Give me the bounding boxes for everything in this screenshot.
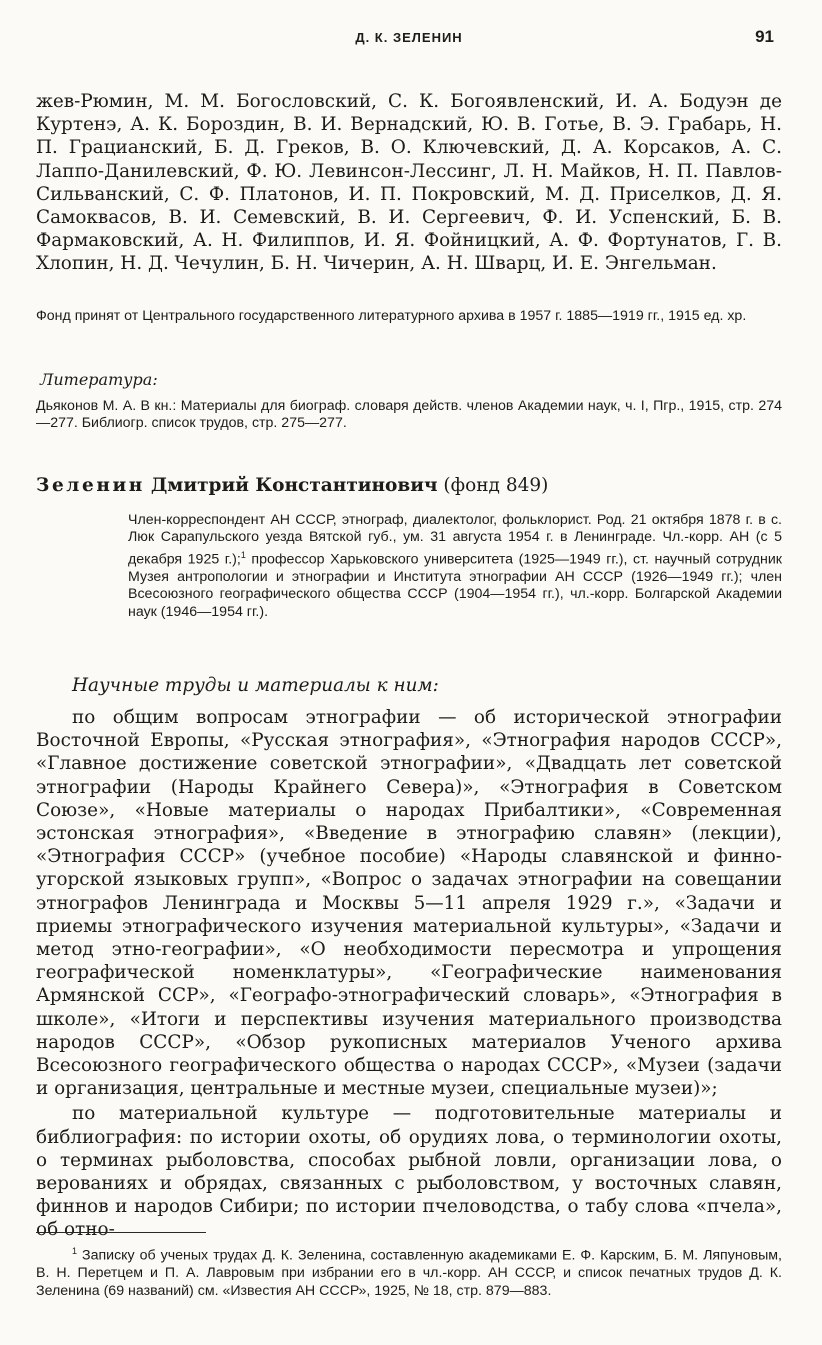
works-paragraph-material: по материальной культуре — подготовительные материалы и библиография: по истории охоты, об орудиях лова, о терминологии охоты, о терминах рыболовства, способах рыбной ловли, организации лова, о верованиях и обрядах, связанных с рыболовством, у восточных славян, финнов и народов Сибири; по истории пчеловодства, о табу слова «пчела», об отно- <box>36 1103 782 1241</box>
biography-block <box>36 512 782 621</box>
literature-heading-block <box>36 368 782 391</box>
biography-part1: Член-корреспондент АН СССР, этнограф, диалектолог, фольклорист. Род. 21 октября 1878 г. в с. Люк Сарапульского уезда Вятской губ., ум. 31 августа 1954 г. в Ленинграде. Чл.-корр. АН (с 5 декабря 1925 г.); <box>128 512 782 568</box>
footnote <box>36 1243 782 1300</box>
names-list: жев-Рюмин, М. М. Богословский, С. К. Богоявленский, И. А. Бодуэн де Куртенэ, А. К. Бороздин, В. И. Вернадский, Ю. В. Готье, В. Э. Грабарь, Н. П. Грацианский, Б. Д. Греков, В. О. Ключевский, Д. А. Корсаков, А. С. Лаппо-Данилевский, Ф. Ю. Левинсон-Лессинг, Л. Н. Майков, Н. П. Павлов-Сильванский, С. Ф. Платонов, И. П. Покровский, М. Д. Приселков, Д. Я. Самоквасов, В. И. Семевский, В. И. Сергеевич, Ф. И. Успенский, Б. В. Фармаковский, А. Н. Филиппов, И. Я. Фойницкий, А. Ф. Фортунатов, Г. В. Хлопин, Н. Д. Чечулин, Б. Н. Чичерин, А. Н. Шварц, И. Е. Энгельман. <box>36 91 782 275</box>
works-heading-block <box>36 674 782 697</box>
running-title: Д. К. ЗЕЛЕНИН <box>355 30 463 45</box>
footnote-ref: 1 <box>240 549 246 560</box>
biography <box>128 512 782 621</box>
works-paragraph-general: по общим вопросам этнографии — об исторической этнографии Восточной Европы, «Русская этнография», «Этнография народов СССР», «Главное достижение советской этнографии», «Двадцать лет советской этнографии (Народы Крайнего Севера)», «Этнография в Советском Союзе», «Новые материалы о народах Прибалтики», «Современная эстонская этнография», «Введение в этнографию славян» (лекции), «Этнография СССР» (учебное пособие) «Народы славянской и финно-угорской языковых групп», «Вопрос о задачах этнографии на совещании этнографов Ленинграда и Москвы 5—11 апреля 1929 г.», «Задачи и приемы этнографического изучения материальной культуры», «Задачи и метод этно-географии», «О необходимости пересмотра и упрощения географической номенклатуры», «Географические наименования Армянской ССР», «Географо-этнографический словарь», «Этнография в школе», «Итоги и перспективы изучения материального производства народов СССР», «Обзор рукописных материалов Ученого архива Всесоюзного географического общества о народах СССР», «Музеи (задачи и организация, центральные и местные музеи, специальные музеи)»; <box>36 707 782 1100</box>
biography-part2: профессор Харьковского университета (1925—1949 гг.), ст. научный сотрудник Музея антропологии и этнографии и Института этнографии АН СССР (1926—1949 гг.); член Всесоюзного географического общества СССР (1904—1954 гг.), чл.-корр. Болгарской Академии наук (1946—1954 гг.). <box>128 551 782 620</box>
entry-fond: (фонд 849) <box>443 475 549 496</box>
page-number: 91 <box>755 27 774 46</box>
entry-given-names: Дмитрий Константинович <box>150 475 438 496</box>
works-heading: Научные труды и материалы к ним: <box>72 675 439 696</box>
entry-surname: Зеленин <box>36 475 145 496</box>
prev-section <box>36 90 782 276</box>
literature-heading: Литература: <box>40 370 158 389</box>
fond-note: Фонд принят от Центрального государственного литературного архива в 1957 г. 1885—1919 гг., 1915 ед. хр. <box>36 308 747 324</box>
literature-text: Дьяконов М. А. В кн.: Материалы для биограф. словаря действ. членов Академии наук, ч. I, Пгр., 1915, стр. 274—277. Библиогр. список трудов, стр. 275—277. <box>36 398 782 432</box>
works-block <box>36 706 782 1242</box>
footnote-block <box>36 1243 782 1300</box>
entry-heading <box>36 474 782 498</box>
literature-block <box>36 398 782 433</box>
footnote-text: Записку об ученых трудах Д. К. Зеленина, составленную академиками Е. Ф. Карским, Б. М. Ляпуновым, В. Н. Перетцем и П. А. Лавровым при избрании его в чл.-корр. АН СССР, и список печатных трудов Д. К. Зеленина (69 названий) см. «Известия АН СССР», 1925, № 18, стр. 879—883. <box>36 1247 782 1299</box>
fond-note-block <box>36 308 782 325</box>
footnote-rule <box>36 1232 206 1233</box>
footnote-marker: 1 <box>72 1246 78 1256</box>
page-header <box>36 27 782 52</box>
